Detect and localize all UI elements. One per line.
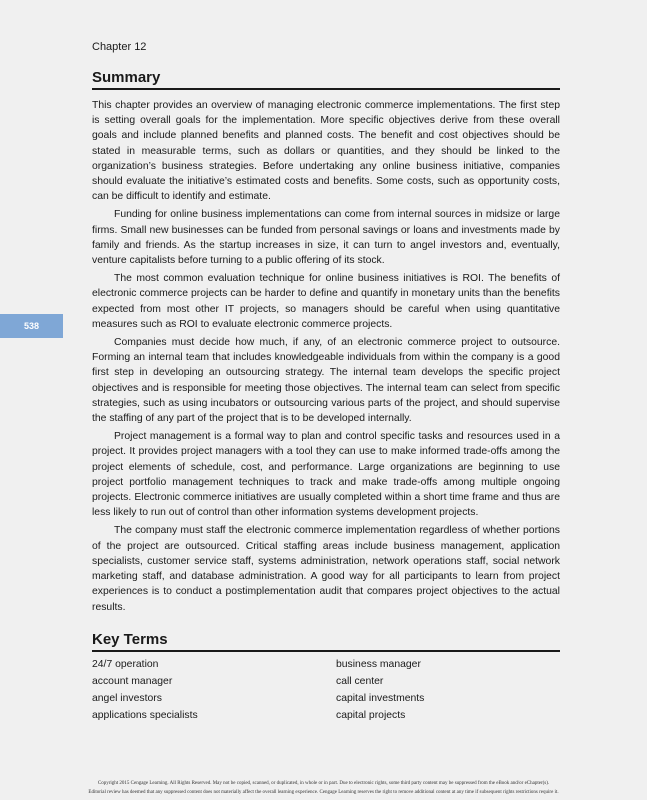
summary-paragraph: The company must staff the electronic commerce implementation regardless of whether portions of the project are outsourced. Critical staffing areas include business management, application specialists, customer service staff, systems administration, network operations staff, social network marketing staff, and database administration. A good way for all participants to learn from project experiences is to conduct a postimplementation audit that compares project objectives to the actual results. (92, 525, 560, 613)
chapter-label: Chapter 12 (92, 41, 147, 53)
key-term: applications specialists (92, 710, 198, 721)
summary-body (92, 98, 560, 618)
key-term: call center (336, 676, 384, 687)
key-term: business manager (336, 659, 421, 670)
summary-rule (92, 88, 560, 90)
key-term: capital investments (336, 693, 425, 704)
key-term: 24/7 operation (92, 659, 159, 670)
key-terms-heading: Key Terms (92, 631, 168, 648)
summary-paragraph: Companies must decide how much, if any, of an electronic commerce project to outsource. Forming an internal team that includes knowledgeable individuals from within the company is a good first step in developing an outsourcing strategy. The internal team develops the specific project objectives and is responsible for meeting those objectives. The internal team can select from specific strategies, such as using incubators or outsourcing various parts of the project, and should supervise the staffing of any part of the project that is to be developed internally. (92, 337, 560, 425)
key-terms-rule (92, 650, 560, 652)
copyright-line: Copyright 2015 Cengage Learning. All Rights Reserved. May not be copied, scanned, or duplicated, in whole or in part. Due to electronic rights, some third party content may be suppressed from the eBook and/or eChapter(s). (97, 781, 550, 786)
page-number-tab: 538 (0, 314, 63, 338)
key-term: angel investors (92, 693, 162, 704)
copyright-line: Editorial review has deemed that any suppressed content does not materially affect the overall learning experience. Cengage Learning reserves the right to remove additional content at any time if subsequent rights restrictions require it. (88, 790, 559, 795)
summary-paragraph: Project management is a formal way to plan and control specific tasks and resources used in a project. It provides project managers with a tool they can use to make informed trade-offs among the project elements of schedule, cost, and performance. Large organizations are beginning to use project portfolio management techniques to track and make trade-offs among multiple ongoing projects. Electronic commerce initiatives are usually completed within a short time frame and thus are less likely to run out of control than other information systems development projects. (92, 431, 560, 519)
summary-paragraph: This chapter provides an overview of managing electronic commerce implementations. The first step is setting overall goals for the implementation. More specific objectives derive from these overall goals and include planned benefits and planned costs. The benefit and cost objectives should be stated in measurable terms, such as dollars or quantities, and they should be linked to the organization’s business strategies. Before undertaking any online business initiative, companies should evaluate the initiative’s estimated costs and benefits. Some costs, such as opportunity costs, can be difficult to identify and estimate. (92, 100, 560, 203)
key-term: capital projects (336, 710, 406, 721)
summary-heading: Summary (92, 69, 161, 86)
key-terms-list (92, 656, 560, 724)
summary-paragraph: Funding for online business implementations can come from internal sources in midsize or large firms. Small new businesses can be funded from personal savings or loans and investments made by family and friends. As the startup increases in size, it can turn to angel investors and, eventually, venture capitalists before turning to a public offering of its stock. (92, 209, 560, 267)
key-term: account manager (92, 676, 173, 687)
summary-paragraph: The most common evaluation technique for online business initiatives is ROI. The benefits of electronic commerce projects can be harder to define and quantify in monetary units than the benefits expected from most other IT projects, so managers should be careful when using quantitative measures such as ROI to evaluate electronic commerce projects. (92, 273, 560, 330)
copyright-footer (0, 779, 647, 797)
